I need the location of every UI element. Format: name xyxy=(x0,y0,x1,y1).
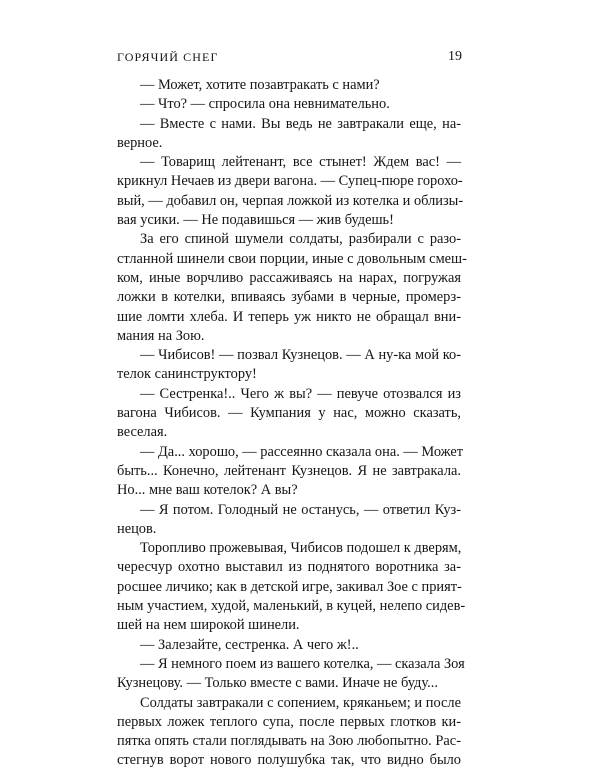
text-line: ложки в котелки, впиваясь зубами в черные, промерз- xyxy=(117,289,461,306)
text-line: веселая. xyxy=(117,424,168,441)
text-line: — Товарищ лейтенант, все стынет! Ждем вас! — xyxy=(140,154,461,171)
text-line: За его спиной шумели солдаты, разбирали с разо- xyxy=(140,231,461,248)
text-line: вая усики. — Не подавишься — жив будешь! xyxy=(117,212,394,229)
text-line: чересчур охотно выставил из поднятого воротника за- xyxy=(117,559,461,576)
running-title: ГОРЯЧИЙ СНЕГ xyxy=(117,50,219,64)
text-line: — Может, хотите позавтракать с нами? xyxy=(140,77,380,93)
text-line: крикнул Нечаев из двери вагона. — Супец-пюре горохо- xyxy=(117,173,463,190)
text-line: — Чибисов! — позвал Кузнецов. — А ну-ка мой ко- xyxy=(140,347,461,364)
text-line: — Сестренка!.. Чего ж вы? — певуче отозвался из xyxy=(140,385,461,402)
text-line: — Вместе с нами. Вы ведь не завтракали еще, на- xyxy=(140,115,461,132)
text-line: телок санинструктору! xyxy=(117,366,257,383)
text-line: быть... Конечно, лейтенант Кузнецов. Я не завтракала. xyxy=(117,462,461,479)
text-line: Кузнецову. — Только вместе с вами. Иначе не буду... xyxy=(117,675,438,692)
text-line: — Да... хорошо, — рассеянно сказала она. — Может xyxy=(140,443,464,460)
text-line: Торопливо прожевывая, Чибисов подошел к дверям, xyxy=(140,540,462,557)
page-number: 19 xyxy=(448,49,462,64)
text-line: пятка опять стали поглядывать на Зою любопытно. Рас- xyxy=(117,733,461,750)
text-line: нецов. xyxy=(117,520,157,537)
text-line: вый, — добавил он, черпая ложкой из котелка и облизы- xyxy=(117,192,464,209)
text-line: стланной шинели свои порции, иные с довольным смеш- xyxy=(117,250,467,267)
text-line: первых ложек теплого супа, после первых глотков ки- xyxy=(117,713,461,730)
text-line: Но... мне ваш котелок? А вы? xyxy=(117,482,298,499)
text-line: — Что? — спросила она невнимательно. xyxy=(140,96,390,113)
text-line: — Я потом. Голодный не останусь, — ответил Куз- xyxy=(140,501,461,518)
text-line: вагона Чибисов. — Кумпания у нас, можно сказать, xyxy=(117,405,461,422)
text-line: шие ломти хлеба. И теперь уж никто не обращал вни- xyxy=(117,308,461,325)
text-line: ком, иные ворчливо рассаживаясь на нарах, погружая xyxy=(117,269,461,286)
text-line: Солдаты завтракали с сопением, кряканьем; и после xyxy=(140,694,461,711)
body-text xyxy=(117,76,467,771)
text-line: шей на нем широкой шинели. xyxy=(117,617,300,634)
text-line: — Я немного поем из вашего котелка, — сказала Зоя xyxy=(140,655,465,672)
text-line: мания на Зою. xyxy=(117,327,205,344)
text-line: росшее личико; как в детской игре, закивал Зое с прият- xyxy=(117,578,462,595)
text-line: верное. xyxy=(117,134,163,151)
text-line: ным участием, худой, маленький, в куцей, нелепо сидев- xyxy=(117,598,466,615)
text-line: — Залезайте, сестренка. А чего ж!.. xyxy=(140,636,359,653)
text-line: стегнув ворот нового полушубка так, что видно было xyxy=(117,752,461,769)
